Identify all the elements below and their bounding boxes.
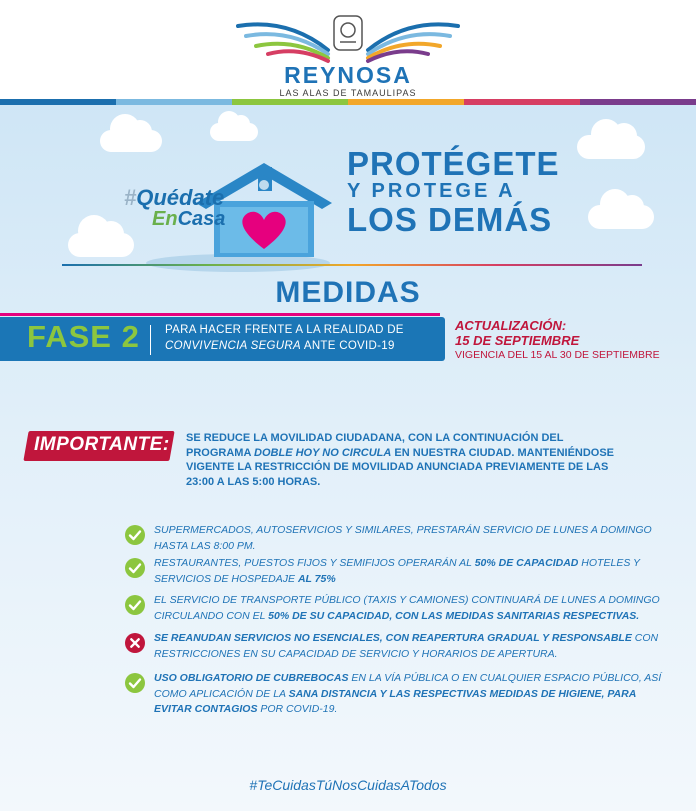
update-date: 15 DE SEPTIEMBRE <box>455 333 580 348</box>
measure-text <box>154 593 664 624</box>
validity-text: VIGENCIA DEL 15 AL 30 DE SEPTIEMBRE <box>455 349 660 361</box>
hashtag-en: En <box>152 208 178 230</box>
measure-text-c: EN LA VÍA PÚBLICA O EN CUALQUIER ESPACIO PÚBLICO, ASÍ COMO APLICACIÓN DE LA <box>154 672 662 700</box>
divider <box>62 264 642 266</box>
phase-label: FASE 2 <box>27 319 140 354</box>
measure-text-d: AL 75% <box>297 572 336 585</box>
hashtag-symbol: # <box>124 185 137 210</box>
footer-hashtag: #TeCuidasTúNosCuidasATodos <box>249 777 447 793</box>
check-circle-icon <box>125 595 145 615</box>
measure-text-c: CON RESTRICCIONES EN SU CAPACIDAD DE SERVICIO Y HORARIOS DE APERTURA. <box>154 632 659 660</box>
measure-text-a: EL SERVICIO DE TRANSPORTE PÚBLICO (TAXIS Y CAMIONES) CONTINUARÁ DE LUNES A DOMINGO CIRCULANDO CON EL <box>154 594 660 622</box>
hashtag-casa: Casa <box>177 208 226 230</box>
measure-text-a: SUPERMERCADOS, AUTOSERVICIOS Y SIMILARES, PRESTARÁN SERVICIO DE LUNES A DOMINGO HASTA LAS 8:00 PM. <box>154 524 652 552</box>
important-label: IMPORTANTE: <box>34 434 170 455</box>
phase-desc-line2 <box>165 338 445 354</box>
check-circle-icon <box>125 525 145 545</box>
phase-desc-rest: ANTE COVID-19 <box>300 340 395 352</box>
section-title: MEDIDAS <box>275 276 421 309</box>
phase-separator <box>150 325 151 355</box>
wings-logo-icon <box>228 10 468 64</box>
measure-text <box>154 631 664 662</box>
logo-tagline: LAS ALAS DE TAMAULIPAS <box>279 88 417 98</box>
hashtag-encasa <box>152 208 225 231</box>
hashtag-part1: Quédate <box>136 185 225 210</box>
measure-text-b: USO OBLIGATORIO DE CUBREBOCAS <box>154 672 349 684</box>
check-circle-icon <box>125 673 145 693</box>
important-text <box>186 431 626 489</box>
update-label: ACTUALIZACIÓN: <box>455 318 567 333</box>
poster <box>0 105 696 811</box>
measure-text-d: SANA DISTANCIA Y LAS RESPECTIVAS MEDIDAS DE HIGIENE, PARA EVITAR CONTAGIOS <box>154 687 636 715</box>
phase-desc-line1: PARA HACER FRENTE A LA REALIDAD DE <box>165 324 404 336</box>
important-text-a: SE REDUCE LA MOVILIDAD CIUDADANA, CON LA CONTINUACIÓN DEL PROGRAMA <box>186 432 564 459</box>
phase-desc-italic: CONVIVENCIA SEGURA <box>165 340 301 352</box>
heading-line-2: Y PROTEGE A <box>347 180 516 202</box>
heading-line-1: PROTÉGETE <box>347 145 560 182</box>
measure-text-b: 50% DE CAPACIDAD <box>474 557 579 569</box>
header <box>0 0 696 100</box>
cloud-icon <box>588 205 654 229</box>
measure-text <box>154 671 664 718</box>
important-text-b: DOBLE HOY NO CIRCULA <box>254 446 392 459</box>
measure-text <box>154 523 664 554</box>
x-circle-icon <box>125 633 145 653</box>
cloud-icon <box>210 123 258 141</box>
important-text-c: EN NUESTRA CIUDAD. MANTENIÉNDOSE VIGENTE LA RESTRICCIÓN DE MOVILIDAD ANUNCIADA PREVIAMENTE DE LAS 23:00 A LAS 5:00 HORAS. <box>186 446 615 488</box>
reynosa-logo <box>228 10 468 96</box>
measure-text <box>154 556 664 587</box>
measure-text-c: HOTELES Y SERVICIOS DE HOSPEDAJE <box>154 557 640 585</box>
measure-text-b: 50% DE SU CAPACIDAD, CON LAS MEDIDAS SANITARIAS RESPECTIVAS. <box>268 609 640 622</box>
measure-text-b: SE REANUDAN SERVICIOS NO ESENCIALES, CON REAPERTURA GRADUAL Y RESPONSABLE <box>154 632 632 644</box>
logo-name: REYNOSA <box>284 62 412 88</box>
measure-text-e: POR COVID-19. <box>257 703 338 715</box>
cloud-icon <box>577 135 645 159</box>
phase-description <box>165 322 445 354</box>
check-circle-icon <box>125 558 145 578</box>
heading-line-3: LOS DEMÁS <box>347 201 553 238</box>
measure-text-a: RESTAURANTES, PUESTOS FIJOS Y SEMIFIJOS OPERARÁN AL <box>154 557 475 569</box>
